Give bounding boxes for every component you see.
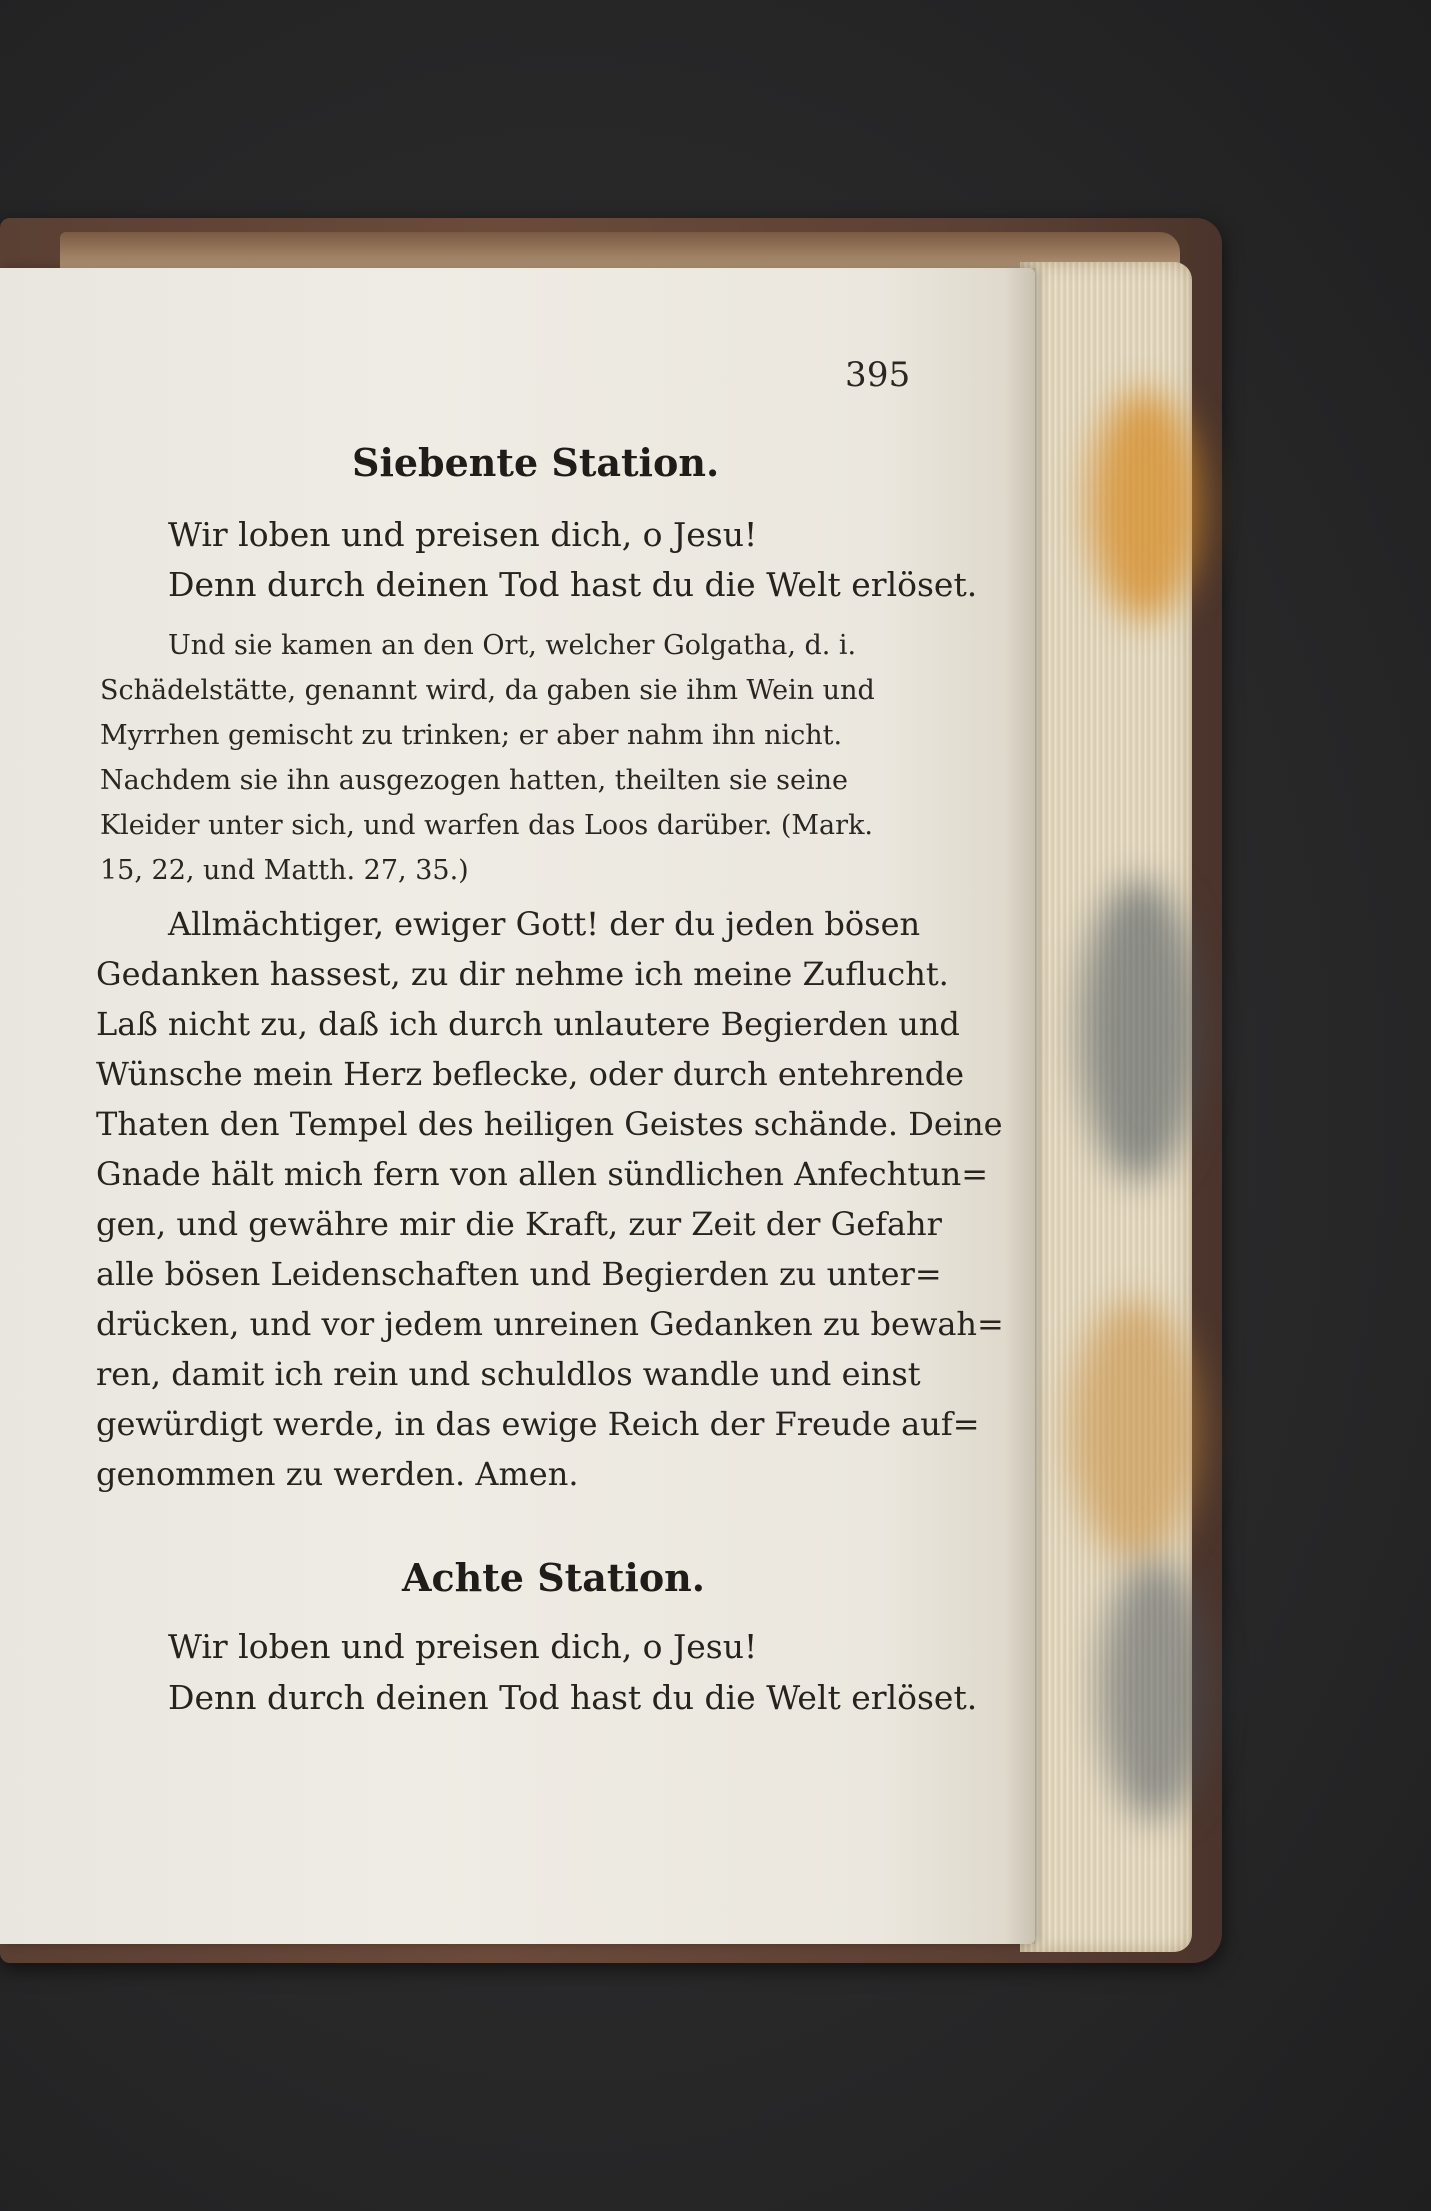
refrain-line: Denn durch deinen Tod hast du die Welt erlöset. — [168, 1678, 978, 1717]
prayer-line: Gnade hält mich fern von allen sündlichen Anfechtun= — [96, 1155, 989, 1193]
prayer-line: alle bösen Leidenschaften und Begierden zu unter= — [96, 1255, 942, 1293]
refrain-line: Denn durch deinen Tod hast du die Welt erlöset. — [168, 565, 978, 604]
prayer-line: genommen zu werden. Amen. — [96, 1455, 579, 1493]
scripture-line: Schädelstätte, genannt wird, da gaben sie ihm Wein und — [100, 675, 875, 706]
prayer-line: Allmächtiger, ewiger Gott! der du jeden bösen — [168, 905, 921, 943]
scripture-line: 15, 22, und Matth. 27, 35.) — [100, 855, 469, 886]
page-number: 395 — [845, 355, 911, 395]
water-stain — [1080, 880, 1200, 1180]
refrain-line: Wir loben und preisen dich, o Jesu! — [168, 515, 758, 554]
scripture-line: Myrrhen gemischt zu trinken; er aber nahm ihn nicht. — [100, 720, 843, 751]
prayer-line: gewürdigt werde, in das ewige Reich der Freude auf= — [96, 1405, 980, 1443]
water-stain — [1070, 1300, 1200, 1560]
prayer-line: Gedanken hassest, zu dir nehme ich meine Zuflucht. — [96, 955, 949, 993]
prayer-line: ren, damit ich rein und schuldlos wandle und einst — [96, 1355, 921, 1393]
scripture-line: Kleider unter sich, und warfen das Loos darüber. (Mark. — [100, 810, 874, 841]
prayer-line: Wünsche mein Herz beflecke, oder durch entehrende — [96, 1055, 965, 1093]
water-stain — [1100, 1560, 1210, 1820]
prayer-line: gen, und gewähre mir die Kraft, zur Zeit der Gefahr — [96, 1205, 942, 1243]
prayer-line: Laß nicht zu, daß ich durch unlautere Begierden und — [96, 1005, 960, 1043]
refrain-line: Wir loben und preisen dich, o Jesu! — [168, 1627, 758, 1666]
scripture-line: Und sie kamen an den Ort, welcher Golgatha, d. i. — [168, 630, 857, 661]
page-gutter-shadow — [1005, 268, 1035, 1944]
water-stain — [1090, 390, 1200, 620]
station-title: Siebente Station. — [352, 440, 720, 485]
station-title: Achte Station. — [402, 1555, 706, 1600]
scripture-line: Nachdem sie ihn ausgezogen hatten, theilten sie seine — [100, 765, 848, 796]
prayer-line: drücken, und vor jedem unreinen Gedanken zu bewah= — [96, 1305, 1004, 1343]
prayer-line: Thaten den Tempel des heiligen Geistes schände. Deine — [96, 1105, 1003, 1143]
